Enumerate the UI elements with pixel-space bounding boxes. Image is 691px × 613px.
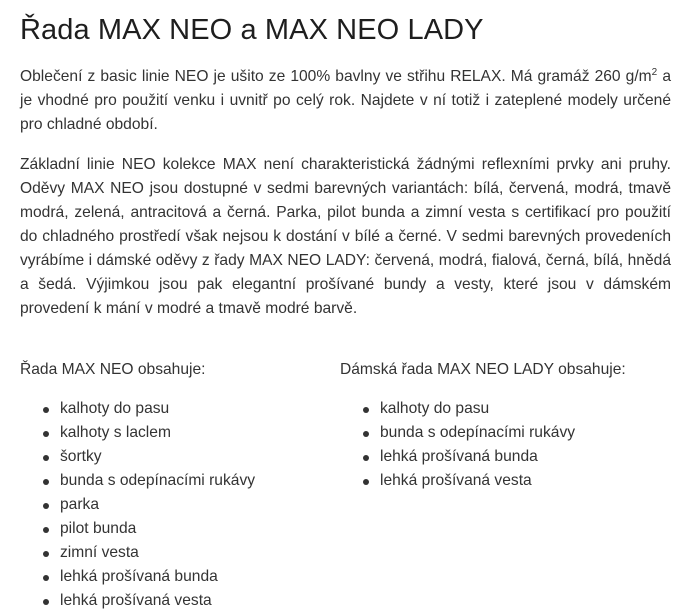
lady-list-heading: Dámská řada MAX NEO LADY obsahuje: [340, 361, 626, 378]
bullet-icon [363, 479, 369, 485]
bullet-icon [43, 551, 49, 557]
product-lists [20, 359, 671, 613]
list-item [60, 517, 340, 541]
list-item-label: kalhoty s laclem [60, 424, 171, 441]
intro-text-start: Oblečení z basic linie NEO je ušito ze 100% bavlny ve střihu RELAX. Má gramáž 260 g/m [20, 68, 652, 85]
superscript: 2 [651, 66, 658, 78]
list-item-label: bunda s odepínacími rukávy [380, 424, 576, 441]
list-item-label: lehká prošívaná vesta [380, 472, 532, 489]
lady-list [340, 397, 660, 493]
page-title: Řada MAX NEO a MAX NEO LADY [20, 14, 484, 46]
list-item [60, 469, 340, 493]
bullet-icon [43, 503, 49, 509]
list-item-label: parka [60, 496, 100, 513]
bullet-icon [43, 407, 49, 413]
list-item-label: kalhoty do pasu [380, 400, 490, 417]
bullet-icon [43, 455, 49, 461]
bullet-icon [363, 431, 369, 437]
description-paragraph: Základní linie NEO kolekce MAX není charakteristická žádnými reflexními prvky ani pruhy. Oděvy MAX NEO jsou dostupné v sedmi barevných variantách: bílá, červená, modrá, tmavě modrá, zelená, antracitová a černá. Parka, pilot bunda a zimní vesta s certifikací pro použití do chladného prostředí však nejsou k dostání v bílé a černé. V sedmi barevných provedeních vyrábíme i dámské oděvy z řady MAX NEO LADY: červená, modrá, fialová, černá, bílá, hnědá a šedá. Výjimkou jsou pak elegantní prošívané bundy a vesty, které jsou v dámském provedení k mání v modré a tmavě modré barvě. [20, 156, 671, 317]
list-item-label: pilot bunda [60, 520, 137, 537]
list-item [60, 397, 340, 421]
list-item [380, 445, 660, 469]
list-item [60, 421, 340, 445]
list-item [60, 493, 340, 517]
neo-column [20, 359, 340, 613]
list-item [60, 565, 340, 589]
list-item-label: šortky [60, 448, 102, 465]
list-item-label: lehká prošívaná vesta [60, 592, 212, 609]
list-item-label: lehká prošívaná bunda [60, 568, 218, 585]
bullet-icon [43, 479, 49, 485]
list-item-label: bunda s odepínacími rukávy [60, 472, 256, 489]
list-item-label: kalhoty do pasu [60, 400, 170, 417]
intro-paragraph [20, 65, 671, 137]
list-item-label: zimní vesta [60, 544, 139, 561]
list-item [380, 421, 660, 445]
bullet-icon [43, 431, 49, 437]
intro-text-end: a je vhodné pro použití venku i uvnitř po celý rok. Najdete v ní totiž i zateplené modely určené pro chladné období. [20, 68, 671, 133]
list-item [60, 541, 340, 565]
list-item [60, 589, 340, 613]
bullet-icon [363, 455, 369, 461]
bullet-icon [43, 575, 49, 581]
list-item [380, 469, 660, 493]
list-item [60, 445, 340, 469]
bullet-icon [363, 407, 369, 413]
lady-column [340, 359, 660, 613]
list-item [380, 397, 660, 421]
bullet-icon [43, 599, 49, 605]
neo-list [20, 397, 340, 613]
bullet-icon [43, 527, 49, 533]
list-item-label: lehká prošívaná bunda [380, 448, 538, 465]
neo-list-heading: Řada MAX NEO obsahuje: [20, 361, 206, 378]
